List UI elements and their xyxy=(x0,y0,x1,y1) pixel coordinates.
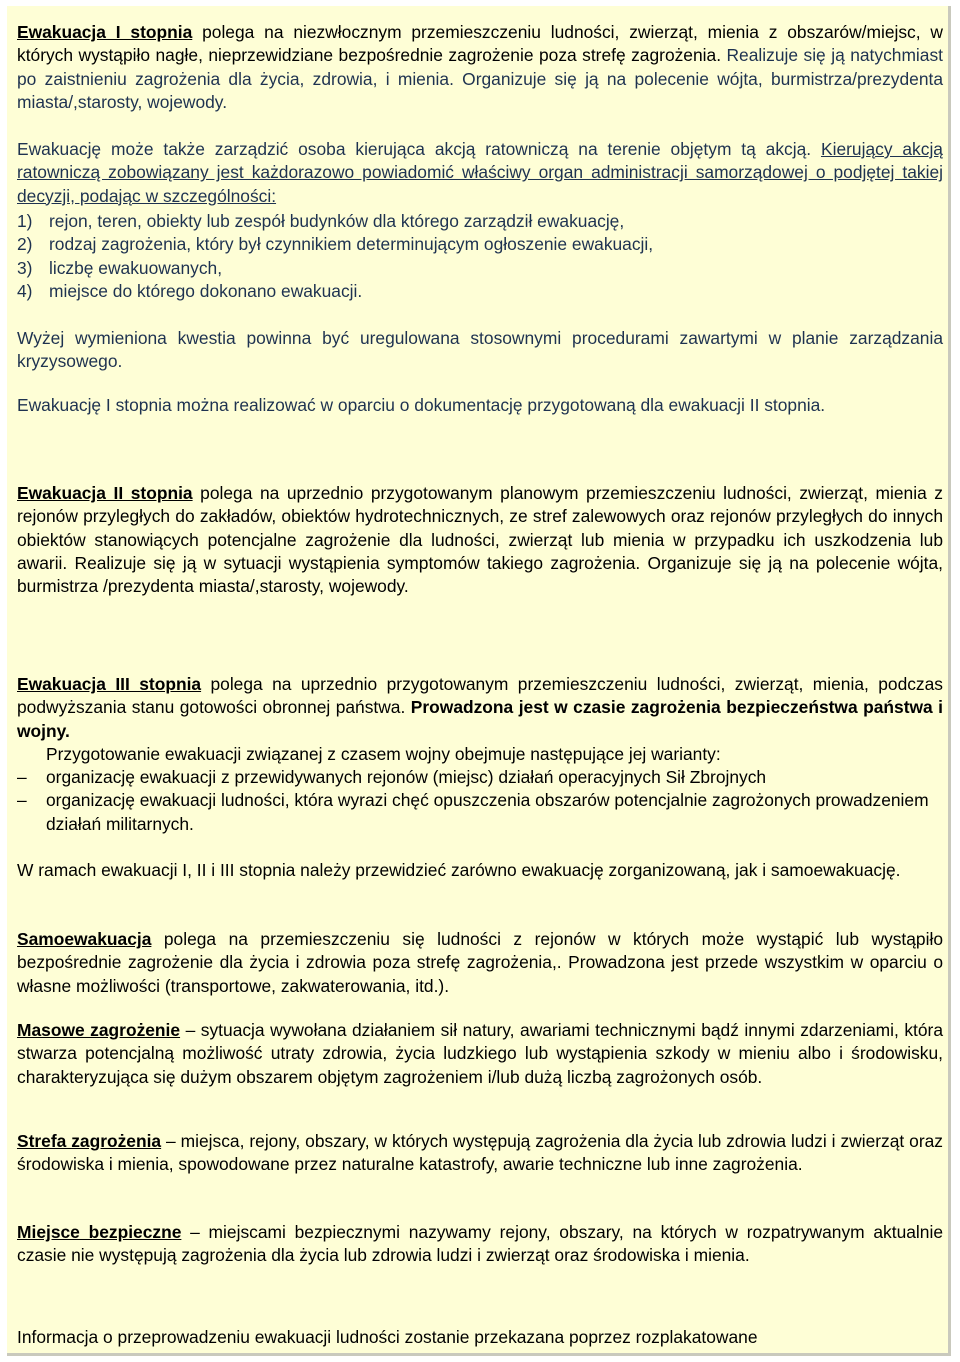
variant-text: organizację ewakuacji z przewidywanych rejonów (miejsc) działań operacyjnych Sił Zbrojnych xyxy=(46,767,767,787)
footer-line: Informacja o przeprowadzeniu ewakuacji ludności zostanie przekazana poprzez rozplakatowane xyxy=(17,1327,758,1347)
ev1-paragraph xyxy=(17,21,943,114)
list-text: rejon, teren, obiekty lub zespół budynków dla którego zarządził ewakuację, xyxy=(49,211,625,231)
ev1-list-item xyxy=(17,257,943,280)
ev1-list-item xyxy=(17,280,943,303)
list-number: 4) xyxy=(17,280,33,301)
ev1-term: Ewakuacja I stopnia xyxy=(17,22,193,42)
def-self-term: Samoewakuacja xyxy=(17,929,152,949)
ev3-bold: Prowadzona jest w czasie zagrożenia bezpieczeństwa państwa i wojny. xyxy=(17,697,943,741)
def-zone-term: Strefa zagrożenia xyxy=(17,1131,162,1151)
ev3-text: polega na uprzednio przygotowanym przemieszczeniu ludności, zwierząt, mienia, podczas podwyższania stanu gotowości obronnej państwa. xyxy=(17,674,943,718)
def-safe-text: – miejscami bezpiecznymi nazywamy rejony, obszary, na których w rozpatrywanym aktualnie czasie nie występują zagrożenia dla życia lub zdrowia ludzi i zwierząt oraz środowiska i mienia. xyxy=(17,1222,943,1266)
list-text: rodzaj zagrożenia, który był czynnikiem determinującym ogłoszenie ewakuacji, xyxy=(49,234,654,255)
def-mass-term: Masowe zagrożenie xyxy=(17,1020,181,1040)
ev3-paragraph xyxy=(17,673,943,743)
variant-text: organizację ewakuacji ludności, która wyrazi chęć opuszczenia obszarów potencjalnie zagrożonych prowadzeniem działań militarnych. xyxy=(46,790,929,834)
def-safe-term: Miejsce bezpieczne xyxy=(17,1222,182,1242)
def-self-evacuation xyxy=(17,928,943,998)
ev3-term: Ewakuacja III stopnia xyxy=(17,674,202,694)
ev2-paragraph xyxy=(17,482,943,598)
ev1-text-a: polega na niezwłocznym przemieszczeniu ludności, zwierząt, mienia z obszarów/miejsc, w których wystąpiło nagłe, nieprzewidziane bezpośrednie zagrożenie poza strefę zagrożenia. xyxy=(17,22,943,66)
ev3-variants xyxy=(17,766,943,836)
ev1-para2-text-a: Ewakuację może także zarządzić osoba kierująca akcją ratowniczą na terenie objętym tą akcją. xyxy=(17,139,812,159)
ev3-intro: Przygotowanie ewakuacji związanej z czasem wojny obejmuje następujące jej warianty: xyxy=(46,744,721,764)
def-zone-text: – miejsca, rejony, obszary, w których występują zagrożenia dla życia lub zdrowia ludzi i zwierząt oraz środowiska i mienia, spowodowane przez naturalne katastrofy, awarie techniczne lub inne zagrożenia. xyxy=(17,1131,944,1175)
ev1-list xyxy=(17,210,943,303)
ev-all-paragraph: W ramach ewakuacji I, II i III stopnia należy przewidzieć zarówno ewakuację zorganizowaną, jak i samoewakuację. xyxy=(17,860,901,880)
def-mass-threat xyxy=(17,1019,943,1089)
list-number: 3) xyxy=(17,257,33,278)
ev1-list-item xyxy=(17,233,943,256)
ev3-variant-item xyxy=(17,789,943,836)
ev2-text: polega na uprzednio przygotowanym planowym przemieszczeniu ludności, zwierząt, mienia z rejonów przyległych do zakładów, obiektów hydrotechnicznych, ze stref zalewowych oraz rejonów przyległych do innych obiektów stanowiących potencjalne zagrożenie dla ludności, zwierząt lub mienia w przypadku ich uszkodzenia lub awarii. Realizuje się ją w sytuacji wystąpienia symptomów takiego zagrożenia. Organizuje się ją na polecenie wójta, burmistrza /prezydenta miasta/,starosty, wojewody. xyxy=(17,483,944,597)
ev1-text-b: Realizuje się ją natychmiast po zaistnieniu zagrożenia dla życia, zdrowia, i mienia. Organizuje się ją na polecenie wójta, burmistrza/prezydenta miasta/,starosty, wojewody. xyxy=(17,45,943,112)
ev1-para2 xyxy=(17,138,943,208)
list-number: 2) xyxy=(17,234,33,255)
def-self-text: polega na przemieszczeniu się ludności z rejonów w których może wystąpić lub wystąpiło bezpośrednie zagrożenie dla życia i zdrowia poza strefę zagrożenia,. Prowadzona jest przede wszystkim w oparciu o własne możliwości (transportowe, zakwaterowania, itd.). xyxy=(17,929,943,996)
ev1-para3: Wyżej wymieniona kwestia powinna być uregulowana stosownymi procedurami zawartymi w planie zarządzania kryzysowego. xyxy=(17,328,943,372)
ev3-variant-item xyxy=(17,766,943,789)
ev2-term: Ewakuacja II stopnia xyxy=(17,483,193,503)
ev1-para4: Ewakuację I stopnia można realizować w oparciu o dokumentację przygotowaną dla ewakuacji II stopnia. xyxy=(17,395,826,415)
list-number: 1) xyxy=(17,211,33,231)
def-danger-zone xyxy=(17,1130,943,1177)
def-safe-place xyxy=(17,1221,943,1268)
document-page xyxy=(7,6,951,1356)
dash-marker: – xyxy=(17,790,27,811)
list-text: miejsce do którego dokonano ewakuacji. xyxy=(49,280,363,301)
def-mass-text: – sytuacja wywołana działaniem sił natury, awariami technicznymi bądź innymi zdarzeniami, która stwarza potencjalną możliwość utraty zdrowia, życia ludzkiego lub wystąpienia szkody w mieniu albo i środowisku, charakteryzująca się dużym obszarem objętym zagrożeniem i/lub dużą liczbą zagrożonych osób. xyxy=(17,1020,943,1087)
ev1-list-item xyxy=(17,210,943,233)
ev1-para2-text-b: Kierujący akcją ratowniczą zobowiązany jest każdorazowo powiadomić właściwy organ administracji samorządowej o podjętej takiej decyzji, podając w szczególności: xyxy=(17,139,943,206)
list-text: liczbę ewakuowanych, xyxy=(49,257,223,278)
dash-marker: – xyxy=(17,767,27,787)
